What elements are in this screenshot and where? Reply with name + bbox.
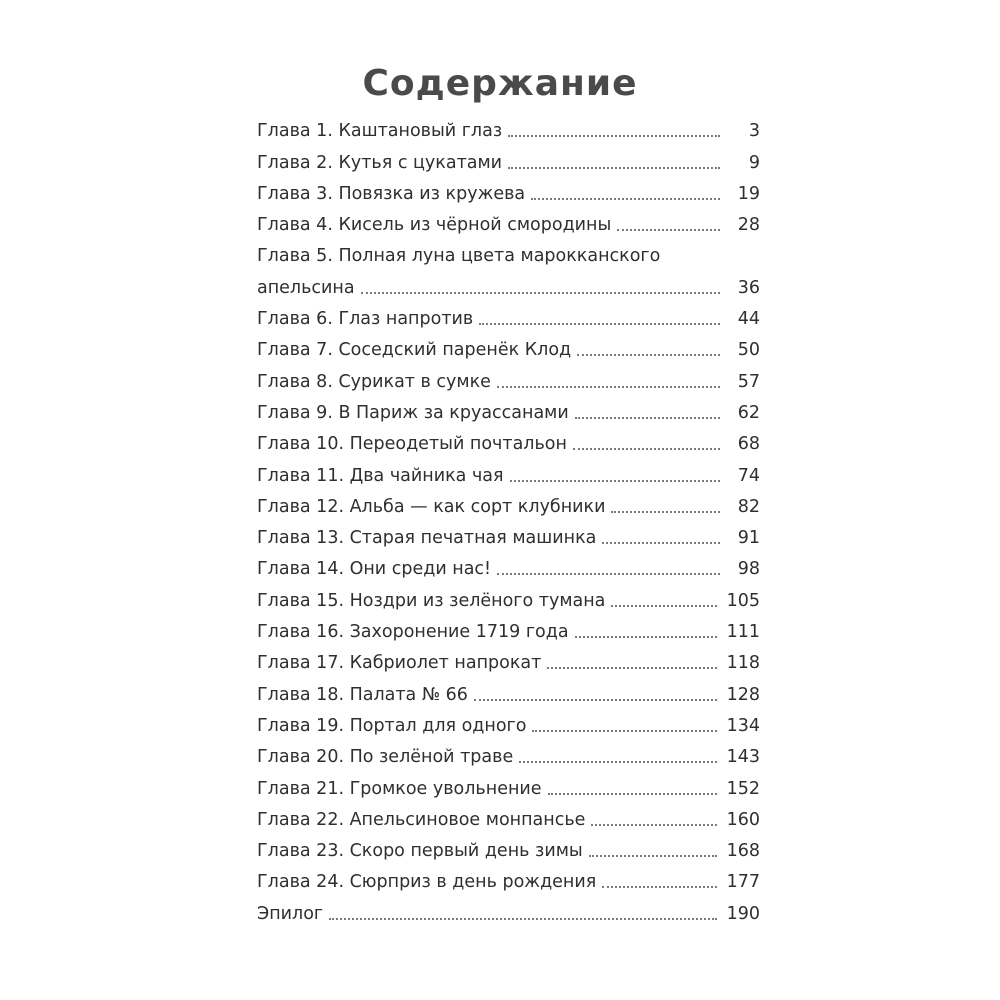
- dot-leader: [589, 854, 717, 857]
- table-of-contents: [257, 112, 760, 926]
- toc-entry-label: Глава 10. Переодетый почтальон: [257, 434, 567, 455]
- toc-entry-page-number: 128: [726, 684, 760, 705]
- toc-entry-label: Глава 20. По зелёной траве: [257, 747, 514, 768]
- toc-entry-label: Глава 6. Глаз напротив: [257, 309, 474, 330]
- toc-entry: [257, 394, 760, 425]
- dot-leader: [611, 510, 720, 513]
- toc-entry-page-number: 74: [737, 465, 760, 486]
- toc-entry: [257, 143, 760, 174]
- toc-entry-label: Глава 24. Сюрприз в день рождения: [257, 872, 597, 893]
- dot-leader: [611, 604, 716, 607]
- dot-leader: [519, 760, 716, 763]
- toc-entry-page-number: 190: [726, 903, 760, 924]
- toc-entry-label: Глава 22. Апельсиновое монпансье: [257, 809, 586, 830]
- toc-entry: [257, 237, 760, 300]
- toc-entry: [257, 581, 760, 612]
- toc-entry-label: Глава 7. Соседский паренёк Клод: [257, 340, 572, 361]
- toc-entry: [257, 456, 760, 487]
- toc-entry: [257, 801, 760, 832]
- toc-entry-page-number: 168: [726, 841, 760, 862]
- toc-entry-label: Глава 18. Палата № 66: [257, 684, 468, 705]
- toc-entry-label: Глава 17. Кабриолет напрокат: [257, 653, 542, 674]
- page-title: Содержание: [362, 63, 638, 104]
- toc-entry-label-continuation: апельсина: [257, 277, 355, 298]
- toc-entry-page-number: 19: [737, 183, 760, 204]
- toc-entry-label: Глава 8. Сурикат в сумке: [257, 371, 491, 392]
- dot-leader: [497, 385, 720, 388]
- toc-entry: [257, 644, 760, 675]
- toc-entry-page-number: 28: [737, 215, 760, 236]
- toc-entry-label: Глава 19. Портал для одного: [257, 715, 527, 736]
- toc-entry: [257, 331, 760, 362]
- toc-entry: [257, 863, 760, 894]
- toc-entry-label: Глава 21. Громкое увольнение: [257, 778, 542, 799]
- toc-entry-page-number: 57: [737, 371, 760, 392]
- toc-entry-label: Глава 5. Полная луна цвета марокканского: [257, 246, 661, 267]
- toc-entry-page-number: 98: [737, 559, 760, 580]
- dot-leader: [531, 197, 720, 200]
- toc-entry: [257, 488, 760, 519]
- dot-leader: [479, 322, 720, 325]
- toc-entry-label: Глава 9. В Париж за круассанами: [257, 402, 569, 423]
- dot-leader: [575, 635, 717, 638]
- dot-leader: [602, 885, 716, 888]
- toc-entry: [257, 738, 760, 769]
- toc-entry: [257, 112, 760, 143]
- dot-leader: [361, 291, 720, 294]
- toc-entry-label: Эпилог: [257, 903, 324, 924]
- dot-leader: [575, 416, 720, 419]
- dot-leader: [573, 447, 720, 450]
- toc-entry-page-number: 44: [737, 309, 760, 330]
- toc-entry-label: Глава 4. Кисель из чёрной смородины: [257, 215, 612, 236]
- toc-entry-label: Глава 3. Повязка из кружева: [257, 183, 526, 204]
- toc-entry: [257, 362, 760, 393]
- toc-entry: [257, 206, 760, 237]
- toc-entry: [257, 613, 760, 644]
- toc-entry-page-number: 118: [726, 653, 760, 674]
- dot-leader: [508, 134, 720, 137]
- toc-entry: [257, 519, 760, 550]
- toc-entry-page-number: 82: [737, 496, 760, 517]
- toc-entry-page-number: 91: [737, 528, 760, 549]
- dot-leader: [577, 353, 720, 356]
- toc-entry-page-number: 143: [726, 747, 760, 768]
- toc-entry: [257, 175, 760, 206]
- toc-entry: [257, 707, 760, 738]
- toc-entry-label: Глава 15. Ноздри из зелёного тумана: [257, 590, 606, 611]
- toc-entry-page-number: 62: [737, 402, 760, 423]
- toc-entry-page-number: 111: [726, 622, 760, 643]
- dot-leader: [497, 572, 720, 575]
- toc-entry: [257, 425, 760, 456]
- toc-entry-label: Глава 16. Захоронение 1719 года: [257, 622, 569, 643]
- toc-entry-page-number: 152: [726, 778, 760, 799]
- toc-entry: [257, 550, 760, 581]
- toc-entry-page-number: 160: [726, 809, 760, 830]
- toc-entry-label: Глава 2. Кутья с цукатами: [257, 152, 503, 173]
- toc-entry-page-number: 68: [737, 434, 760, 455]
- toc-entry-label: Глава 23. Скоро первый день зимы: [257, 841, 583, 862]
- dot-leader: [474, 698, 717, 701]
- toc-entry-label: Глава 12. Альба — как сорт клубники: [257, 496, 606, 517]
- dot-leader: [591, 823, 716, 826]
- toc-entry-page-number: 134: [726, 715, 760, 736]
- toc-entry-page-number: 177: [726, 872, 760, 893]
- dot-leader: [532, 729, 716, 732]
- toc-entry-label: Глава 1. Каштановый глаз: [257, 121, 503, 142]
- toc-entry: [257, 300, 760, 331]
- toc-entry: [257, 675, 760, 706]
- toc-entry-page-number: 3: [748, 121, 760, 142]
- dot-leader: [548, 792, 717, 795]
- toc-entry-label: Глава 14. Они среди нас!: [257, 559, 492, 580]
- toc-entry: [257, 894, 760, 925]
- toc-entry-page-number: 105: [726, 590, 760, 611]
- dot-leader: [329, 917, 716, 920]
- toc-entry-label: Глава 13. Старая печатная машинка: [257, 528, 597, 549]
- dot-leader: [508, 166, 720, 169]
- dot-leader: [617, 228, 720, 231]
- dot-leader: [602, 541, 720, 544]
- toc-entry-label: Глава 11. Два чайника чая: [257, 465, 504, 486]
- dot-leader: [510, 479, 720, 482]
- toc-entry-page-number: 50: [737, 340, 760, 361]
- toc-entry: [257, 832, 760, 863]
- toc-entry: [257, 769, 760, 800]
- toc-entry-page-number: 36: [737, 277, 760, 298]
- toc-entry-page-number: 9: [748, 152, 760, 173]
- dot-leader: [547, 666, 716, 669]
